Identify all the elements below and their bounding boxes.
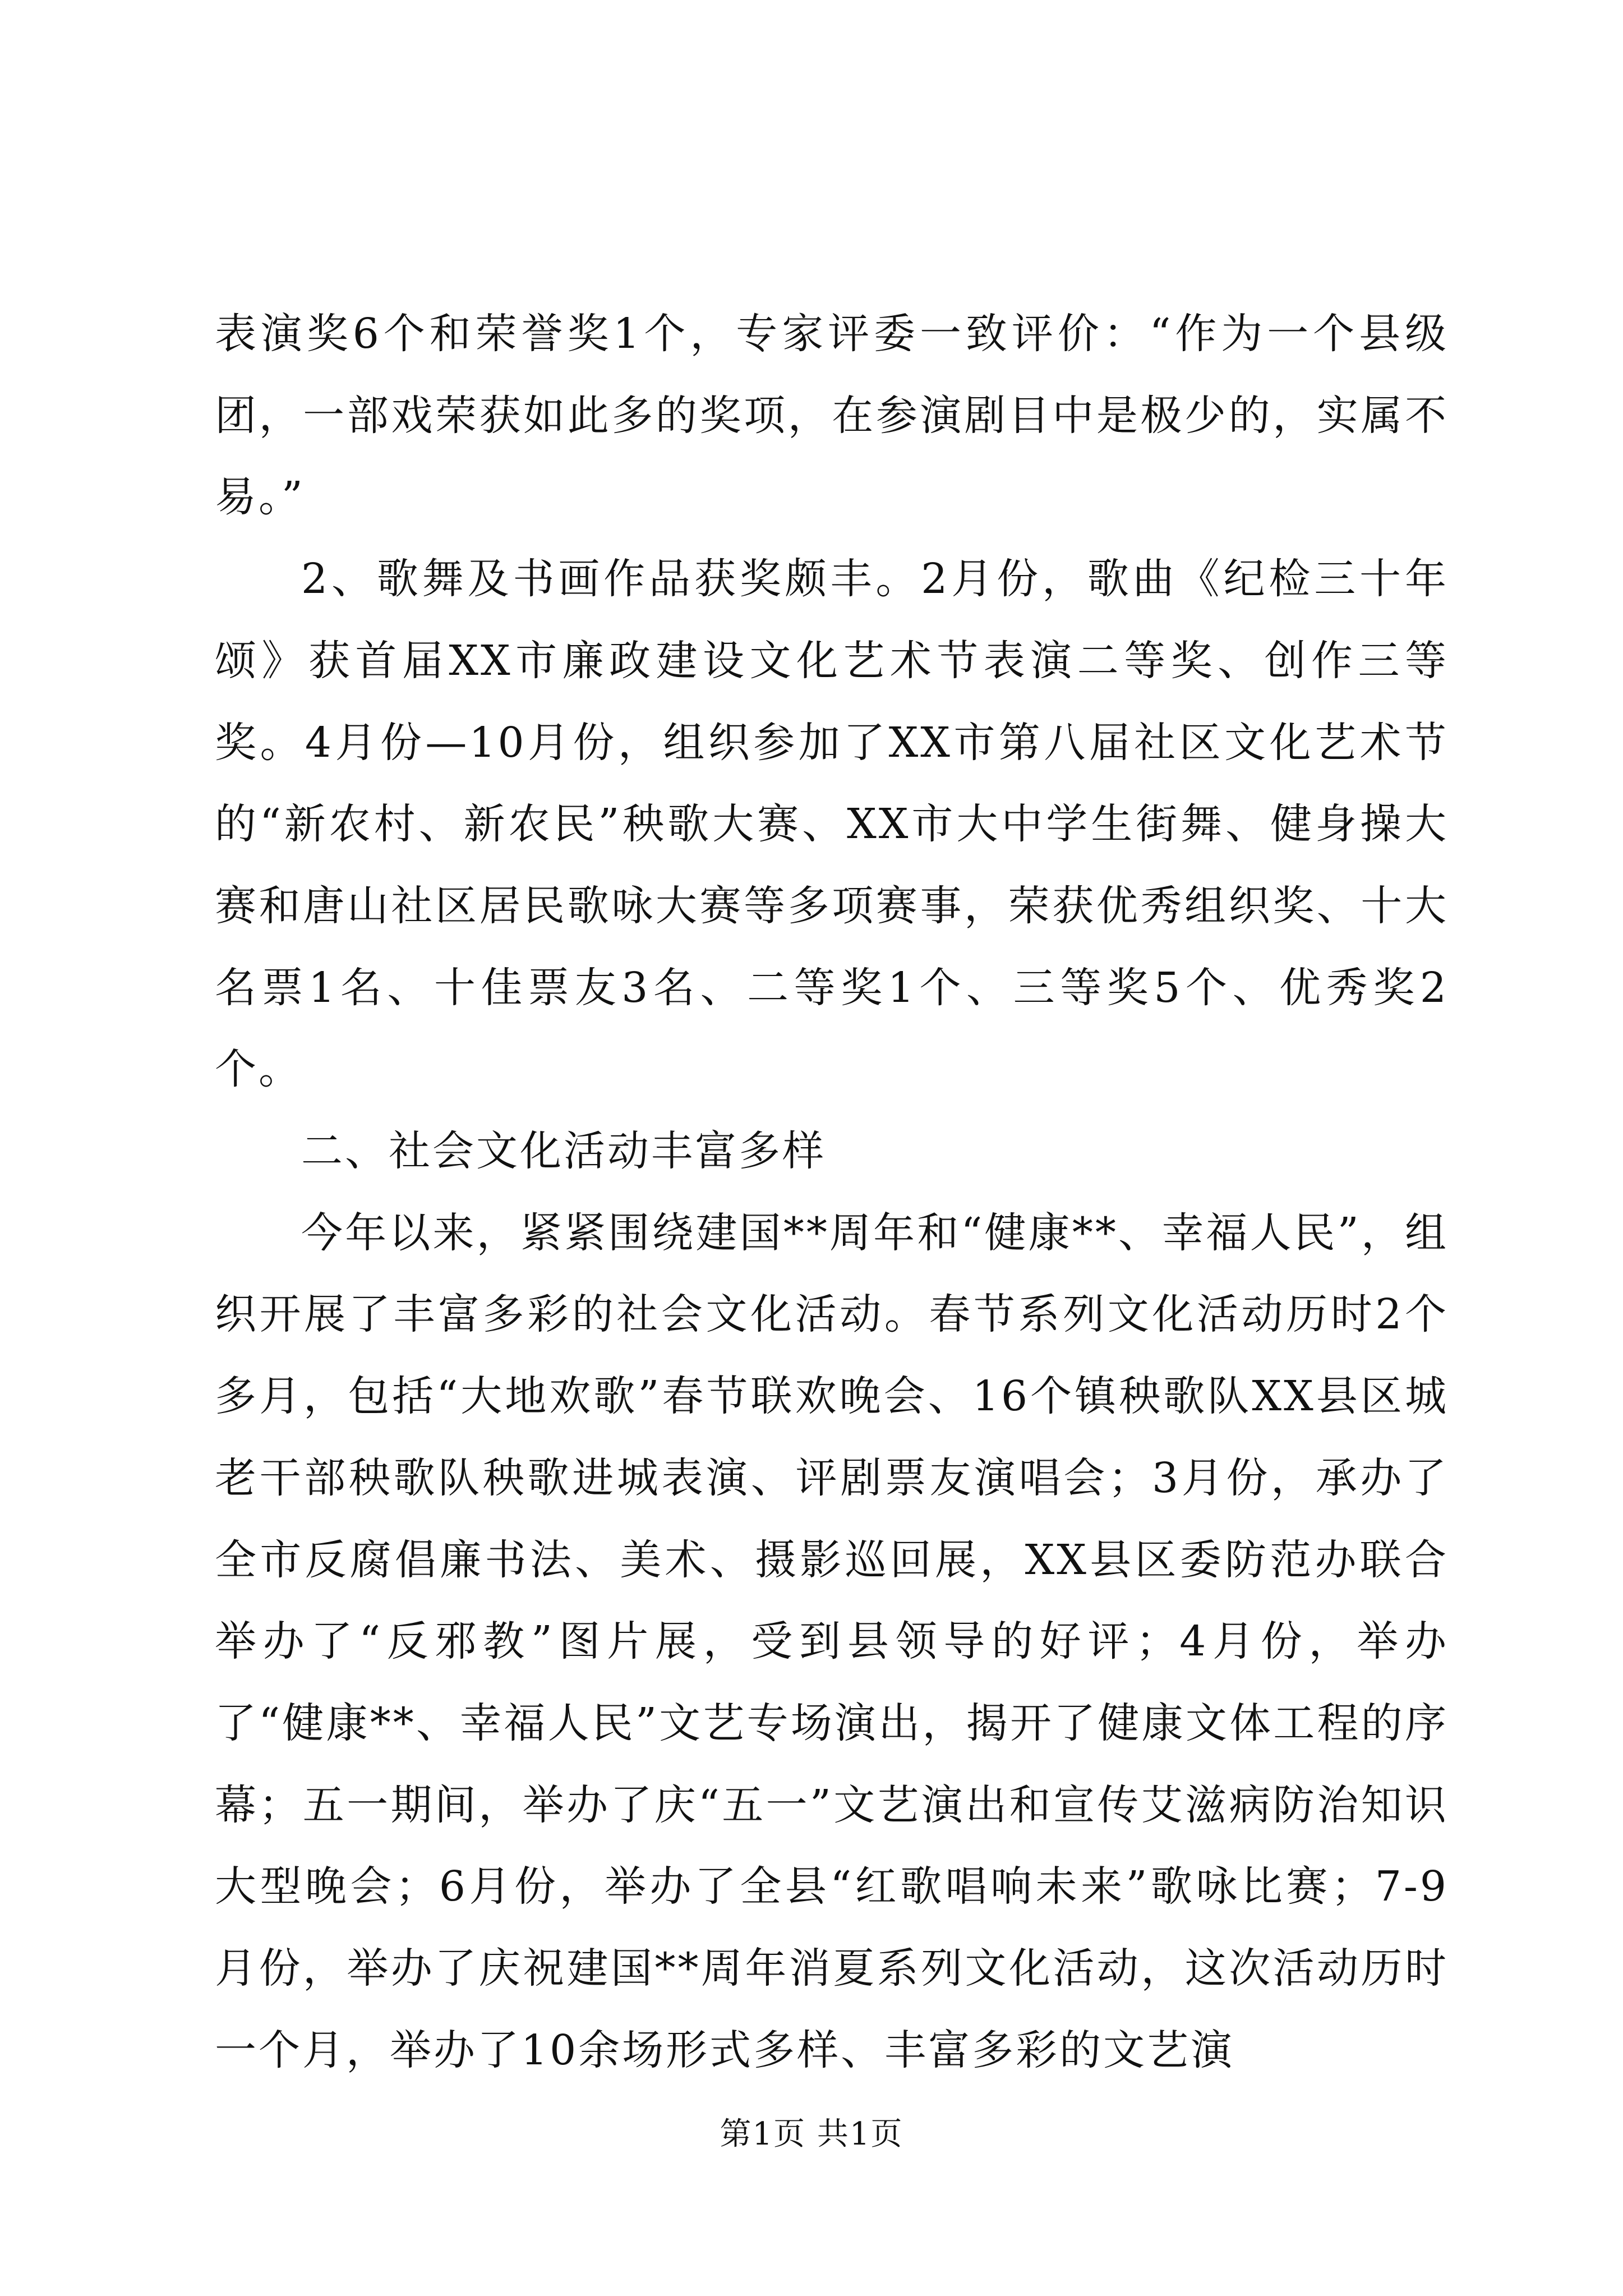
paragraph-songs-dance-awards: 2、歌舞及书画作品获奖颇丰。2月份，歌曲《纪检三十年颂》获首届XX市廉政建设文化艺术节表演二等奖、创作三等奖。4月份—10月份，组织参加了XX市第八届社区文化艺术节的“新农村、新农民”秧歌大赛、XX市大中学生街舞、健身操大赛和唐山社区居民歌咏大赛等多项赛事，荣获优秀组织奖、十大名票1名、十佳票友3名、二等奖1个、三等奖5个、优秀奖2个。 (215, 555, 1449, 1094)
paragraph-social-activities: 今年以来，紧紧围绕建国**周年和“健康**、幸福人民”，组织开展了丰富多彩的社会文化活动。春节系列文化活动历时2个多月，包括“大地欢歌”春节联欢晚会、16个镇秧歌队XX县区城老干部秧歌队秧歌进城表演、评剧票友演唱会；3月份，承办了全市反腐倡廉书法、美术、摄影巡回展，XX县区委防范办联合举办了“反邪教”图片展，受到县领导的好评；4月份，举办了“健康**、幸福人民”文艺专场演出，揭开了健康文体工程的序幕；五一期间，举办了庆“五一”文艺演出和宣传艾滋病防治知识大型晚会；6月份，举办了全县“红歌唱响未来”歌咏比赛；7-9月份，举办了庆祝建国**周年消夏系列文化活动，这次活动历时一个月，举办了10余场形式多样、丰富多彩的文艺演 (215, 1208, 1449, 2074)
paragraph-award-continuation: 表演奖6个和荣誉奖1个，专家评委一致评价：“作为一个县级团，一部戏荣获如此多的奖项，在参演剧目中是极少的，实属不易。” (215, 310, 1449, 522)
section-heading-social-culture: 二、社会文化活动丰富多样 (301, 1127, 826, 1176)
document-body (215, 293, 1449, 2091)
page-footer: 第1页 共1页 (720, 2116, 903, 2152)
